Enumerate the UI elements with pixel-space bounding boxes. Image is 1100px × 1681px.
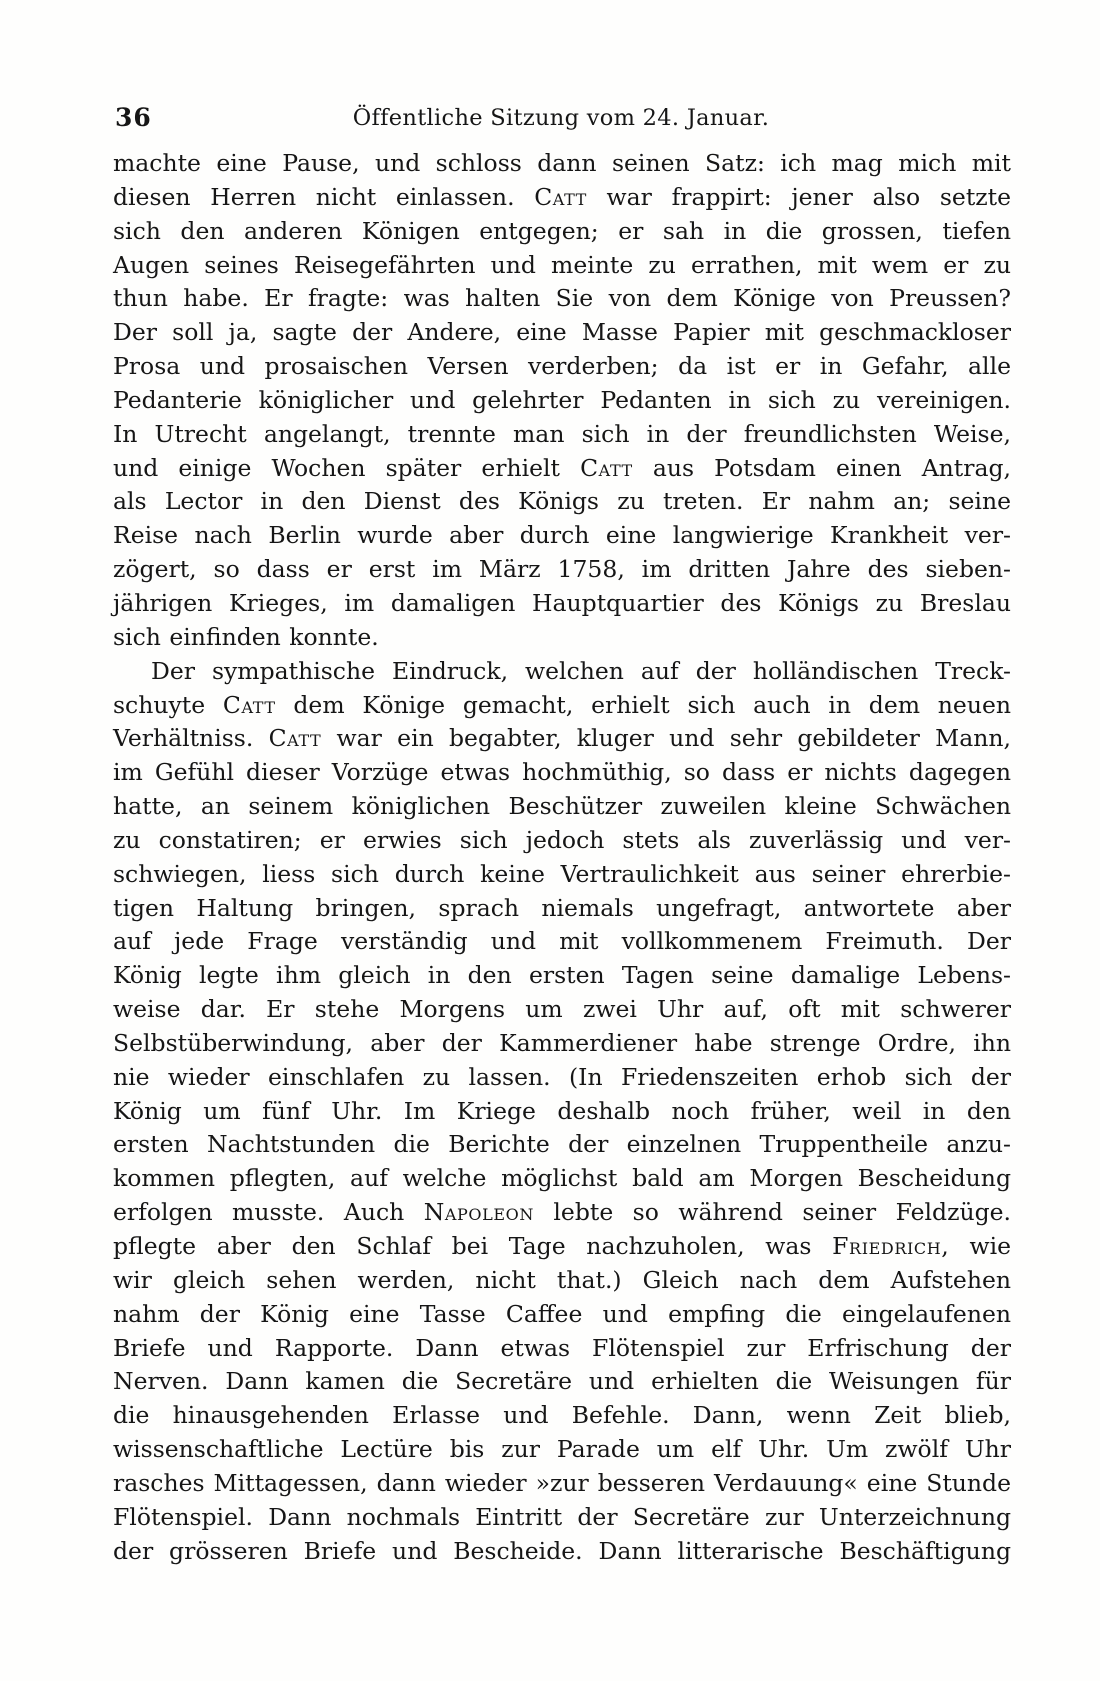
text-line: Der sympathische Eindruck, welchen auf der holländischen Treck- <box>151 656 1011 685</box>
text-line: Pedanterie königlicher und gelehrter Pedanten in sich zu vereinigen. <box>113 385 1011 414</box>
smallcaps-name: Catt <box>222 690 276 719</box>
text-line: im Gefühl dieser Vorzüge etwas hochmüthig, so dass er nichts dagegen <box>113 758 1011 787</box>
text-line: zögert, so dass er erst im März 1758, im dritten Jahre des sieben- <box>113 555 1011 584</box>
text-line: schwiegen, liess sich durch keine Vertraulichkeit aus seiner ehrerbie- <box>113 859 1011 888</box>
text-line: nie wieder einschlafen zu lassen. (In Friedenszeiten erhob sich der <box>113 1062 1011 1091</box>
text-line: In Utrecht angelangt, trennte man sich in der freundlichsten Weise, <box>113 419 1011 448</box>
text-line: schuyte Catt dem Könige gemacht, erhielt sich auch in dem neuen <box>113 690 1012 719</box>
text-line: Selbstüberwindung, aber der Kammerdiener habe strenge Ordre, ihn <box>113 1028 1011 1057</box>
text-line: machte eine Pause, und schloss dann seinen Satz: ich mag mich mit <box>113 149 1011 177</box>
text-line: weise dar. Er stehe Morgens um zwei Uhr auf, oft mit schwerer <box>113 995 1011 1024</box>
text-line: wir gleich sehen werden, nicht that.) Gleich nach dem Aufstehen <box>113 1265 1011 1294</box>
text-line: diesen Herren nicht einlassen. Catt war frappirt: jener also setzte <box>113 182 1012 211</box>
body-text-block <box>113 147 1011 1568</box>
text-line: Prosa und prosaischen Versen verderben; da ist er in Gefahr, alle <box>113 352 1011 381</box>
text-line: jährigen Krieges, im damaligen Hauptquartier des Königs zu Breslau <box>113 588 1011 617</box>
text-line: rasches Mittagessen, dann wieder »zur besseren Verdauung« eine Stunde <box>113 1468 1011 1497</box>
text-line: Flötenspiel. Dann nochmals Eintritt der Secretäre zur Unterzeichnung <box>113 1502 1011 1531</box>
text-line: und einige Wochen später erhielt Catt aus Potsdam einen Antrag, <box>113 453 1012 482</box>
text-line: zu constatiren; er erwies sich jedoch stets als zuverlässig und ver- <box>113 825 1011 854</box>
smallcaps-name: Napoleon <box>423 1198 534 1227</box>
text-line: tigen Haltung bringen, sprach niemals ungefragt, antwortete aber <box>113 893 1011 922</box>
text-line: Der soll ja, sagte der Andere, eine Masse Papier mit geschmackloser <box>113 318 1011 347</box>
text-line: Nerven. Dann kamen die Secretäre und erhielten die Weisungen für <box>113 1367 1011 1396</box>
page-header <box>112 103 1010 137</box>
text-line: König um fünf Uhr. Im Kriege deshalb noch früher, weil in den <box>113 1096 1011 1125</box>
text-line: Briefe und Rapporte. Dann etwas Flötenspiel zur Erfrischung der <box>113 1333 1011 1362</box>
text-line: Augen seines Reisegefährten und meinte zu errathen, mit wem er zu <box>113 250 1011 279</box>
smallcaps-name: Catt <box>534 182 587 211</box>
text-line: thun habe. Er fragte: was halten Sie von dem Könige von Preussen? <box>113 284 1011 313</box>
running-head-title: Öffentliche Sitzung vom 24. Januar. <box>352 105 770 131</box>
text-line: König legte ihm gleich in den ersten Tagen seine damalige Lebens- <box>113 961 1011 990</box>
text-line: sich den anderen Königen entgegen; er sah in die grossen, tiefen <box>113 216 1011 245</box>
text-line: die hinausgehenden Erlasse und Befehle. Dann, wenn Zeit blieb, <box>113 1401 1011 1430</box>
text-line: auf jede Frage verständig und mit vollkommenem Freimuth. Der <box>113 927 1011 956</box>
text-line: erfolgen musste. Auch Napoleon lebte so während seiner Feldzüge. <box>113 1198 1012 1227</box>
text-line: hatte, an seinem königlichen Beschützer zuweilen kleine Schwächen <box>113 792 1011 821</box>
smallcaps-name: Catt <box>268 724 322 753</box>
text-line: der grösseren Briefe und Bescheide. Dann litterarische Beschäftigung <box>113 1536 1011 1565</box>
text-line: als Lector in den Dienst des Königs zu treten. Er nahm an; seine <box>113 487 1011 516</box>
page-number: 36 <box>115 103 152 132</box>
text-line: Verhältniss. Catt war ein begabter, kluger und sehr gebildeter Mann, <box>113 724 1011 753</box>
text-line: kommen pflegten, auf welche möglichst bald am Morgen Bescheidung <box>113 1164 1011 1193</box>
text-line: nahm der König eine Tasse Caffee und empfing die eingelaufenen <box>113 1299 1011 1328</box>
text-line: sich einfinden konnte. <box>113 622 379 651</box>
smallcaps-name: Friedrich <box>832 1232 942 1260</box>
text-line: Reise nach Berlin wurde aber durch eine langwierige Krankheit ver- <box>113 521 1011 550</box>
smallcaps-name: Catt <box>580 453 633 482</box>
text-line: ersten Nachtstunden die Berichte der einzelnen Truppentheile anzu- <box>113 1130 1011 1159</box>
text-line: pflegte aber den Schlaf bei Tage nachzuholen, was Friedrich, wie <box>113 1232 1011 1260</box>
text-line: wissenschaftliche Lectüre bis zur Parade um elf Uhr. Um zwölf Uhr <box>113 1435 1011 1464</box>
